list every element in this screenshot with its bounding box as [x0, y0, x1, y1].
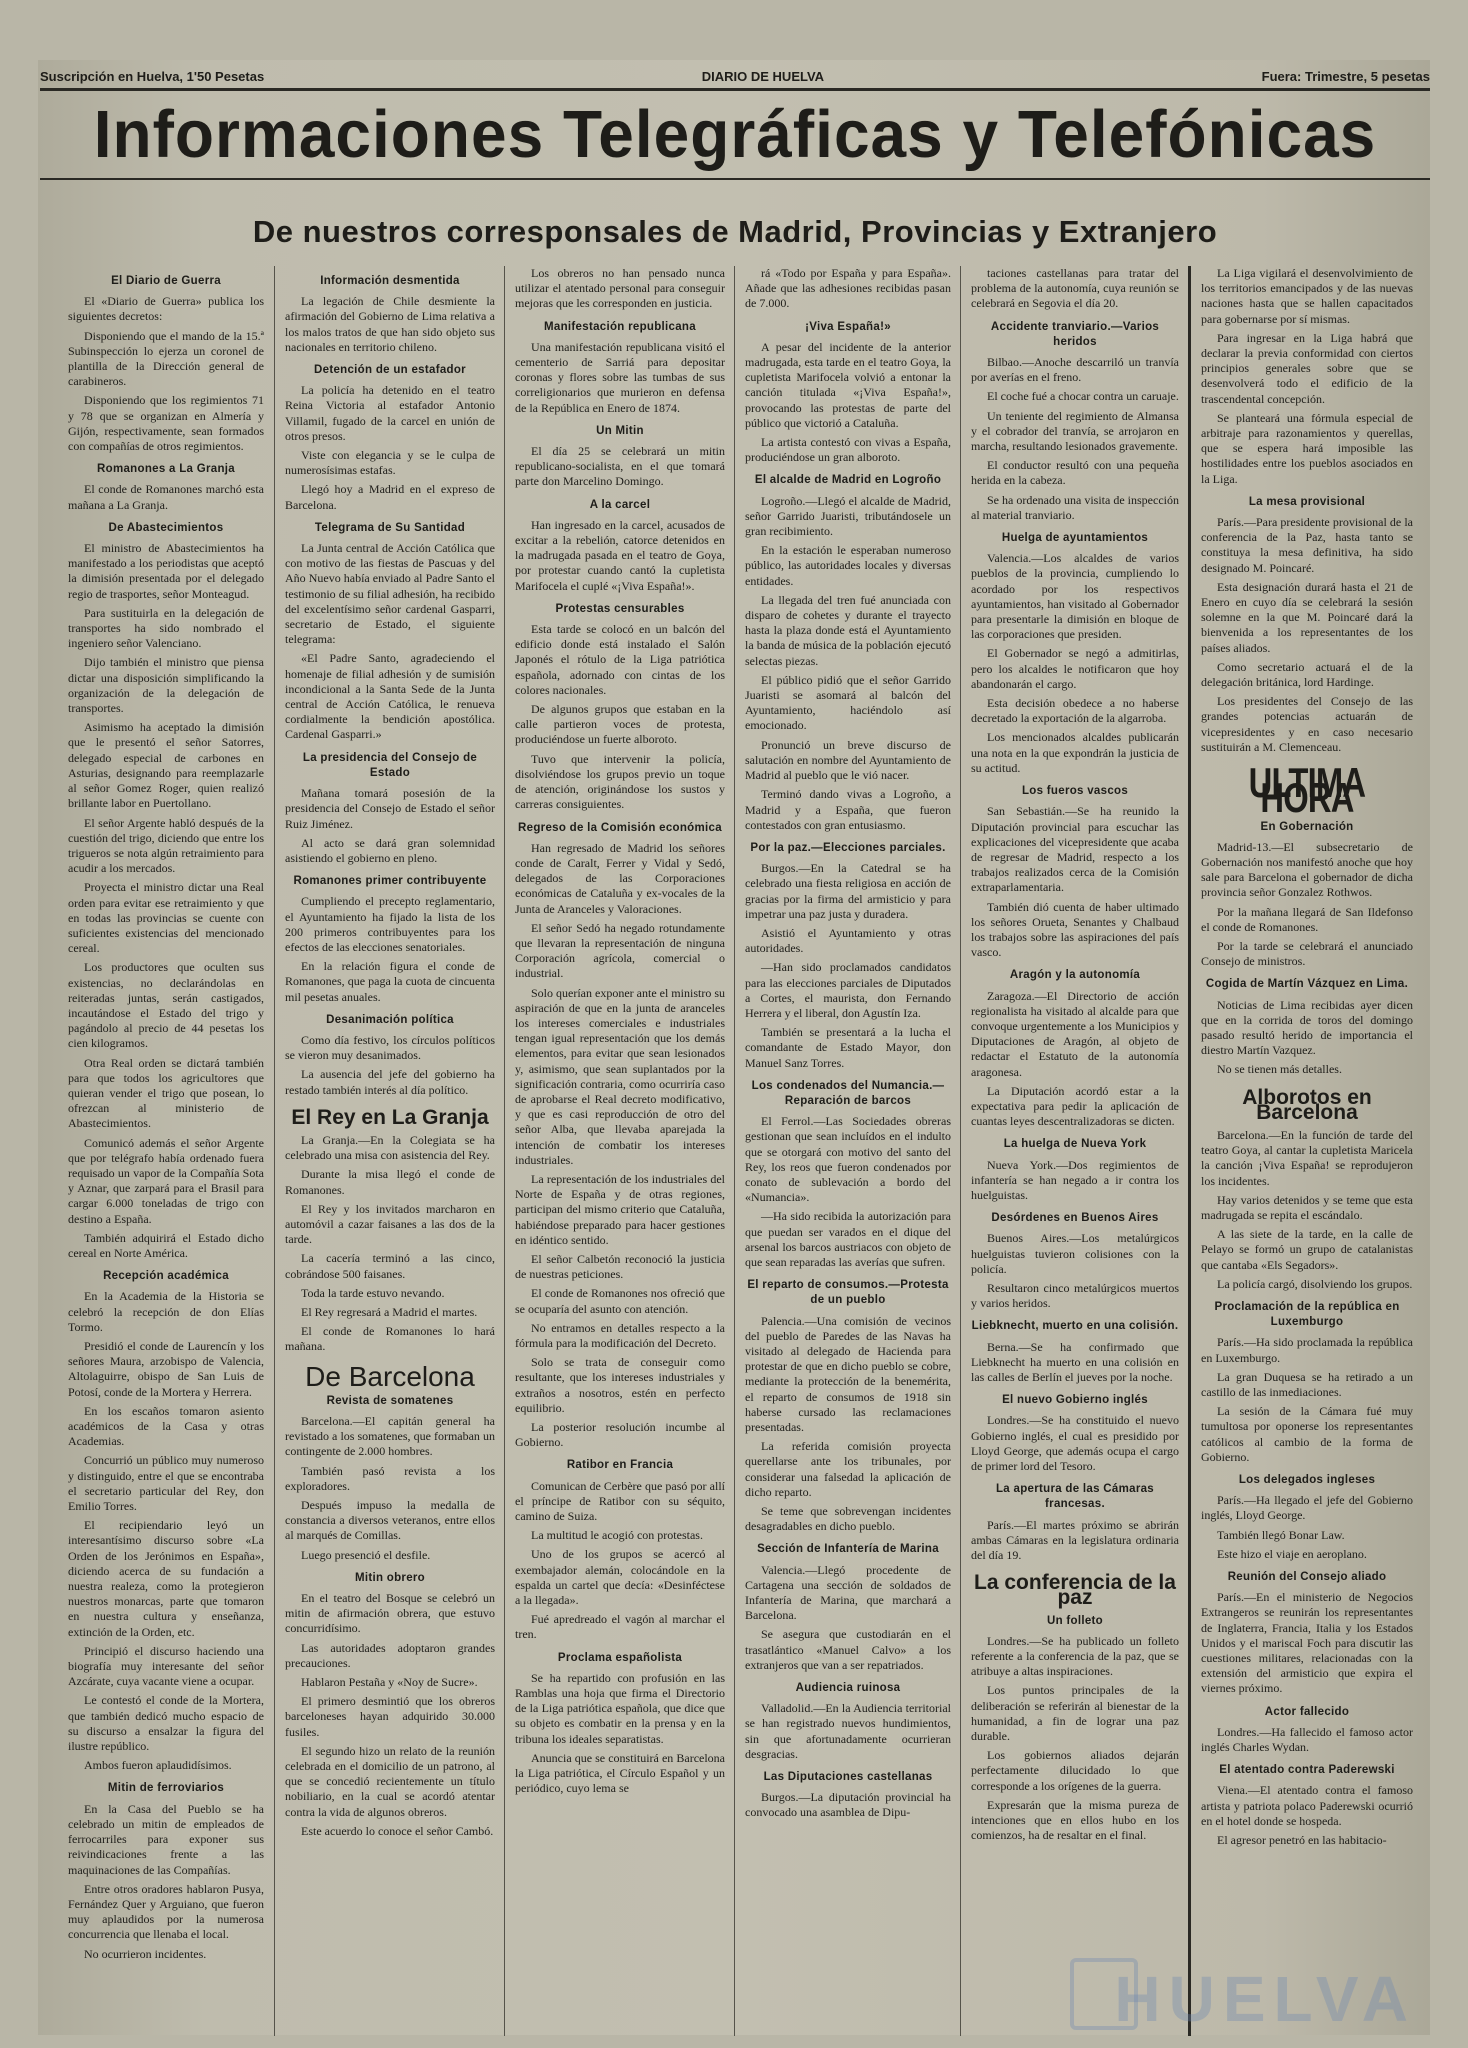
article-paragraph: La llegada del tren fué anunciada con disparo de cohetes y durante el trayecto hasta la plaza donde está el Ayuntamiento la banda de música de la población ejecutó selectas piezas. [745, 592, 951, 668]
article-paragraph: En la Academia de la Historia se celebró la recepción de don Elías Tormo. [68, 1289, 264, 1334]
section-heading: Alborotos en Barcelona [1242, 1085, 1372, 1124]
article-headline: Detención de un estafador [314, 364, 466, 377]
article-paragraph: En el teatro del Bosque se celebró un mitin de afirmación obrera, que estuvo concurridísimo. [285, 1591, 495, 1636]
article-paragraph: Comunicó además el señor Argente que por telégrafo había ordenado fuera requisado un vapor de la Compañía Sota y Aznar, que zarpará para el Brasil para cargar 6.000 toneladas de trigo con destino a España. [68, 1135, 264, 1226]
article-headline: Cogida de Martín Vázquez en Lima. [1205, 978, 1409, 991]
article-paragraph: El agresor penetró en las habitacio- [1217, 1833, 1387, 1848]
article-headline: Recepción académica [103, 1270, 229, 1283]
article-paragraph: Anuncia que se constituirá en Barcelona la Liga patriótica, el Círculo Español y un periódico, cuyo lema se [515, 1750, 725, 1796]
column-6 [1188, 266, 1423, 2036]
section-heading: La conferencia de la paz [974, 1571, 1176, 1610]
article-headline: Los delegados ingleses [1238, 1474, 1376, 1487]
article-paragraph: Viena.—El atentado contra el famoso artista y patriota polaco Paderewski ocurrió en el hotel donde se hospeda. [1201, 1783, 1413, 1828]
article-paragraph: La Liga vigilará el desenvolvimiento de los territorios emancipados y de las nuevas naciones hasta que se hallen capacitados para gobernarse por sí mismas. [1201, 266, 1413, 326]
column-1 [58, 266, 274, 2036]
article-headline: Ratibor en Francia [566, 1459, 674, 1472]
article-paragraph: Valencia.—Los alcaldes de varios pueblos de la provincia, cumpliendo lo acordado por los respectivos ayuntamientos, han visitado al Gobernador para presentarle la dimisión en bloque de las corporaciones que presiden. [971, 551, 1179, 642]
article-headline: Proclamación de la república en Luxemburgo [1214, 1300, 1400, 1329]
article-paragraph: Como secretario actuará el de la delegación británica, lord Hardinge. [1201, 659, 1413, 690]
subscription-local: Suscripción en Huelva, 1'50 Pesetas [40, 68, 265, 84]
article-paragraph: Se ha repartido con profusión en las Ramblas una hoja que firma el Directorio de la Liga patriótica española, que dice que su objeto es combatir en la prensa y en la tribuna los ideales separatistas. [515, 1670, 725, 1746]
section-subbanner: De nuestros corresponsales de Madrid, Provincias y Extranjero [252, 214, 1218, 249]
article-paragraph: El público pidió que el señor Garrido Juaristi se asomará al balcón del Ayuntamiento, haciéndolo así emocionado. [745, 672, 951, 733]
article-paragraph: Para sustituirla en la delegación de transportes ha sido nombrado el ingeniero señor Valenciano. [68, 605, 264, 651]
article-paragraph: También se presentará a la lucha el comandante de Estado Mayor, don Manuel Sanz Torres. [745, 1025, 951, 1070]
article-headline: Regreso de la Comisión económica [518, 821, 722, 834]
article-headline: La apertura de las Cámaras francesas. [995, 1483, 1154, 1511]
article-headline: Los condenados del Numancia.—Reparación de barcos [751, 1079, 945, 1107]
article-paragraph: Bilbao.—Anoche descarriló un tranvía por averías en el freno. [971, 355, 1179, 385]
article-paragraph: El recipiendario leyó un interesantísimo discurso sobre «La Orden de los Jerónimos en España», diciendo acerca de su fundación a nuestra realeza, como la protegieron nuestros monarcas, parte que tomaron en nuestra cultura y enseñanza, extinción de la Orden, etc. [68, 1518, 264, 1639]
article-headline: Mitin de ferroviarios [107, 1782, 225, 1795]
section-heading: El Rey en La Granja [291, 1105, 489, 1129]
article-paragraph: También llegó Bonar Law. [1217, 1527, 1345, 1542]
article-paragraph: Barcelona.—El capitán general ha revistado a los somatenes, que formaban un contingente de 2.000 hombres. [285, 1414, 495, 1459]
article-paragraph: Noticias de Lima recibidas ayer dicen que en la corrida de toros del domingo pasado resultó herido de importancia el diestro Martín Vazquez. [1201, 997, 1413, 1058]
article-paragraph: La cacería terminó a las cinco, cobrándose 500 faisanes. [285, 1251, 495, 1281]
article-headline: Manifestación republicana [544, 320, 696, 333]
article-headline: ¡Viva España!» [805, 320, 891, 333]
article-paragraph: Solo se trata de conseguir como resultante, que los intereses industriales y extraños a nosotros, estén en perfecto equilibrio. [515, 1355, 725, 1415]
article-paragraph: Se teme que sobrevengan incidentes desagradables en dicho pueblo. [745, 1504, 951, 1534]
article-paragraph: Esta decisión obedece a no haberse decretado la exportación de la algarroba. [971, 696, 1179, 726]
article-paragraph: Zaragoza.—El Directorio de acción regionalista ha visitado al alcalde para que convoque urgentemente a los Municipios y Diputaciones de Aragón, al objeto de redactar el Estatuto de la autonomía aragonesa. [971, 988, 1179, 1079]
article-paragraph: La Diputación acordó estar a la expectativa para pedir la aplicación de cuantas leyes descentralizadoras se dicten. [971, 1083, 1179, 1129]
article-headline: Protestas censurables [555, 602, 685, 615]
article-paragraph: Mañana tomará posesión de la presidencia del Consejo de Estado el señor Ruiz Jiménez. [285, 786, 495, 831]
article-paragraph: Se asegura que custodiarán en el trasatlántico «Manuel Calvo» a los extranjeros que van a ser repatriados. [745, 1627, 951, 1672]
article-paragraph: Logroño.—Llegó el alcalde de Madrid, señor Garrido Juaristi, tributándosele un gran recibimiento. [745, 493, 951, 539]
article-paragraph: En la estación le esperaban numeroso público, las autoridades locales y diversas entidades. [745, 543, 951, 588]
article-paragraph: El primero desmintió que los obreros barceloneses hayan adquirido 30.000 fusiles. [285, 1694, 495, 1739]
article-paragraph: La referida comisión proyecta querellarse ante los tribunales, por considerar una falsedad la aplicación de dicho reparto. [745, 1439, 951, 1499]
article-headline: La presidencia del Consejo de Estado [302, 751, 478, 779]
article-paragraph: La legación de Chile desmiente la afirmación del Gobierno de Lima relativa a los malos tratos de que han sido objeto sus nacionales en territorio chileno. [285, 294, 495, 354]
article-headline: Audiencia ruinosa [795, 1682, 901, 1695]
article-headline: Un Mitin [596, 424, 644, 437]
article-paragraph: Han regresado de Madrid los señores conde de Caralt, Ferrer y Vidal y Sedó, delegados de las Corporaciones económicas de Cataluña y ex-vocales de la Junta de Aranceles y Valoraciones. [515, 840, 725, 916]
article-paragraph: París.—En el ministerio de Negocios Extrangeros se reunirán los representantes de Inglaterra, Francia, Italia y los Estados Unidos y el mariscal Foch para discutir las cuestiones militares, relacionadas con la extensión del armisticio que expira el viernes próximo. [1201, 1590, 1413, 1696]
article-paragraph: Valladolid.—En la Audiencia territorial se han registrado nuevos hundimientos, sin que afortunadamente ocurrieran desgracias. [745, 1701, 951, 1761]
article-paragraph: Este hizo el viaje en aeroplano. [1217, 1546, 1367, 1561]
article-paragraph: Este acuerdo lo conoce el señor Cambó. [301, 1823, 494, 1838]
article-paragraph: París.—Ha llegado el jefe del Gobierno inglés, Lloyd George. [1201, 1493, 1413, 1523]
article-headline: El alcalde de Madrid en Logroño [754, 474, 942, 487]
article-paragraph: Viste con elegancia y se le culpa de numerosísimas estafas. [285, 448, 495, 478]
article-paragraph: Terminó dando vivas a Logroño, a Madrid y a España, que fueron contestados con gran entusiasmo. [745, 787, 951, 832]
newspaper-name: DIARIO DE HUELVA [701, 68, 825, 84]
article-paragraph: También dió cuenta de haber ultimado los señores Orueta, Senantes y Chalbaud los trabajos sobre las aspiraciones del país vasco. [971, 899, 1179, 960]
article-paragraph: Nueva York.—Dos regimientos de infantería se han negado a ir contra los huelguistas. [971, 1157, 1179, 1202]
section-banner: Informaciones Telegráficas y Telefónicas [93, 96, 1377, 172]
article-headline: El reparto de consumos.—Protesta de un pueblo [747, 1279, 949, 1307]
article-paragraph: El conde de Romanones lo hará mañana. [285, 1324, 495, 1354]
article-paragraph: La gran Duquesa se ha retirado a un castillo de las inmediaciones. [1201, 1369, 1413, 1399]
article-headline: Actor fallecido [1264, 1705, 1350, 1718]
article-paragraph: Pronunció un breve discurso de salutación en nombre del Ayuntamiento de Madrid al pueblo que le vió nacer. [745, 737, 951, 783]
article-paragraph: El ministro de Abastecimientos ha manifestado a los periodistas que aceptó la dimisión presentada por el delegado regio de trasportes, señor Monteagud. [68, 541, 264, 601]
article-paragraph: También pasó revista a los exploradores. [285, 1463, 495, 1493]
article-paragraph: Los presidentes del Consejo de las grandes potencias actuarán de vicepresidentes y en caso necesario sustituirán a M. Clemenceau. [1201, 694, 1413, 754]
article-paragraph: El coche fué a chocar contra un caruaje. [987, 389, 1179, 404]
article-paragraph: La artista contestó con vivas a España, produciéndose un gran alboroto. [745, 435, 951, 465]
article-paragraph: Tuvo que intervenir la policía, disolviéndose los grupos previo un toque de atención, originándose los sustos y carreras consiguientes. [515, 751, 725, 812]
article-headline: En Gobernación [1260, 820, 1354, 833]
article-paragraph: Para ingresar en la Liga habrá que declarar la previa conformidad con ciertos principios generales sobre que se desenvolverá todo el edificio de la trascendental concepción. [1201, 330, 1413, 406]
article-paragraph: Principió el discurso haciendo una biografía muy interesante del señor Azcárate, cuya vacante viene a ocupar. [68, 1643, 264, 1689]
article-paragraph: La ausencia del jefe del gobierno ha restado también interés al día político. [285, 1067, 495, 1097]
article-paragraph: La multitud le acogió con protestas. [531, 1528, 703, 1543]
article-paragraph: Dijo también el ministro que piensa dictar una disposición simplificando la organización de la delegación de transportes. [68, 655, 264, 716]
section-heading: De Barcelona [305, 1360, 475, 1392]
article-paragraph: Madrid-13.—El subsecretario de Gobernación nos manifestó anoche que hoy sale para Barcelona el gobernador de dicha provincia señor Gonzalez Rothwos. [1201, 839, 1413, 900]
article-paragraph: La Granja.—En la Colegiata se ha celebrado una misa con asistencia del Rey. [285, 1132, 495, 1163]
article-paragraph: Ambos fueron aplaudidísimos. [84, 1758, 232, 1773]
article-paragraph: Concurrió un público muy numeroso y distinguido, entre el que se encontraba el secretario particular del Rey, don Emilio Torres. [68, 1453, 264, 1514]
article-headline: Desórdenes en Buenos Aires [991, 1212, 1159, 1225]
article-headline: Reunión del Consejo aliado [1227, 1571, 1387, 1584]
article-paragraph: Los puntos principales de la deliberación se referirán al bienestar de la humanidad, a fin de lograr una paz durable. [971, 1683, 1179, 1744]
article-paragraph: El Rey regresará a Madrid el martes. [301, 1304, 478, 1319]
article-paragraph: San Sebastián.—Se ha reunido la Diputación provincial para escuchar las explicaciones del vicepresidente que acaba de regresar de Madrid, respecto a los trabajos realizados cerca de la Comisión extraparlamentaria. [971, 804, 1179, 895]
article-headline: Las Diputaciones castellanas [763, 1771, 933, 1784]
article-headline: El atentado contra Paderewski [1219, 1764, 1395, 1777]
article-headline: Aragón y la autonomía [1009, 969, 1141, 982]
article-headline: La huelga de Nueva York [1003, 1138, 1147, 1151]
subscription-outside: Fuera: Trimestre, 5 pesetas [1261, 68, 1430, 84]
article-headline: Romanones a La Granja [97, 463, 235, 476]
article-paragraph: El Gobernador se negó a admitirlas, pero los alcaldes le notificaron que hoy abandonarán el cargo. [971, 646, 1179, 691]
article-paragraph: —Ha sido recibida la autorización para que puedan ser varados en el dique del arsenal los barcos austriacos con objeto de que sean reparadas las averías que sufren. [745, 1209, 951, 1269]
article-headline: Huelga de ayuntamientos [1001, 532, 1149, 545]
article-paragraph: Londres.—Se ha constituido el nuevo Gobierno inglés, el cual es presidido por Lloyd George, que además ocupa el cargo de primer lord del Tesoro. [971, 1413, 1179, 1474]
article-paragraph: Se planteará una fórmula especial de arbitraje para razonamientos y querellas, que se espera hará imposible las hostilidades entre los pueblos asociados en la Liga. [1201, 410, 1413, 486]
article-paragraph: Entre otros oradores hablaron Pusya, Fernández Quer y Arguiano, que fueron muy aplaudidos por la numerosa concurrencia que llenaba el local. [68, 1881, 264, 1942]
column-2 [274, 266, 505, 2036]
article-paragraph: Después impuso la medalla de constancia a diversos veteranos, entre ellos al marqués de Comillas. [285, 1498, 495, 1543]
article-headline: Revista de somatenes [326, 1394, 454, 1407]
article-paragraph: El Ferrol.—Las Sociedades obreras gestionan que sean incluídos en el indulto que se otorgará con motivo del santo del Rey, los reos que fueron condenados por conato de sublevación a bordo del «Numancia». [745, 1114, 951, 1205]
article-paragraph: Proyecta el ministro dictar una Real orden para evitar ese retraimiento y que en todas las provincias se cuente con suficientes existencias del mencionado cereal. [68, 880, 264, 956]
article-paragraph: Burgos.—En la Catedral se ha celebrado una fiesta religiosa en acción de gracias por la firma del armisticio y para impetrar una paz justa y duradera. [745, 861, 951, 921]
article-headline: Accidente tranviario.—Varios heridos [990, 320, 1160, 348]
article-paragraph: Le contestó el conde de la Mortera, que también dedicó mucho espacio de su discurso a ensalzar la figura del ilustre repúblico. [68, 1693, 264, 1754]
article-paragraph: Las autoridades adoptaron grandes precauciones. [285, 1640, 495, 1670]
article-paragraph: Esta tarde se colocó en un balcón del edificio donde está instalado el Salón Japonés el rótulo de la Liga patriótica española, adornado con cintas de los colores nacionales. [515, 622, 725, 697]
article-paragraph: París.—Ha sido proclamada la república en Luxemburgo. [1201, 1335, 1413, 1365]
article-paragraph: Durante la misa llegó el conde de Romanones. [285, 1167, 495, 1197]
article-paragraph: París.—Para presidente provisional de la conferencia de la Paz, hasta tanto se constituya la mesa definitiva, ha sido designado M. Poincaré. [1201, 515, 1413, 575]
article-paragraph: La policía ha detenido en el teatro Reina Victoria al estafador Antonio Villamil, fugado de la carcel en unión de otros presos. [285, 383, 495, 443]
article-paragraph: Resultaron cinco metalúrgicos muertos y varios heridos. [971, 1280, 1179, 1311]
article-paragraph: Hablaron Pestaña y «Noy de Sucre». [301, 1675, 478, 1690]
article-paragraph: Una manifestación republicana visitó el cementerio de Sarriá para depositar coronas y flores sobre las tumbas de sus correligionarios que murieron en defensa de la República en Enero de 1874. [515, 339, 725, 415]
article-headline: Un folleto [1046, 1614, 1104, 1627]
article-paragraph: No se tienen más detalles. [1217, 1062, 1342, 1077]
article-paragraph: Valencia.—Llegó procedente de Cartagena una sección de soldados de Infantería de Marina, que marchará a Barcelona. [745, 1562, 951, 1623]
article-headline: Liebknecht, muerto en una colisión. [971, 1320, 1179, 1333]
article-paragraph: Cumpliendo el precepto reglamentario, el Ayuntamiento ha fijado la lista de los 200 primeros contribuyentes para los efectos de las elecciones senatoriales. [285, 894, 495, 954]
article-paragraph: Presidió el conde de Laurencín y los señores Maura, arzobispo de Valencia, Altolaguirre, obispo de San Luis de Potosí, conde de la Mortera y Herrera. [68, 1339, 264, 1399]
article-paragraph: Londres.—Ha fallecido el famoso actor inglés Charles Wydan. [1201, 1724, 1413, 1755]
article-paragraph: A las siete de la tarde, en la calle de Pelayo se formó un grupo de catalanistas que cantaba «Els Segadors». [1201, 1227, 1413, 1272]
banner-rule [40, 178, 1430, 180]
article-paragraph: taciones castellanas para tratar del problema de la autonomía, cuya reunión se celebrará en Segovia el día 20. [971, 266, 1179, 311]
article-paragraph: Asistió el Ayuntamiento y otras autoridades. [745, 925, 951, 956]
article-paragraph: El día 25 se celebrará un mitin republicano-socialista, en el que tomará parte don Marcelino Domingo. [515, 444, 725, 489]
article-headline: Por la paz.—Elecciones parciales. [750, 841, 946, 854]
article-paragraph: Fué apredreado el vagón al marchar el tren. [515, 1612, 725, 1642]
article-paragraph: Los mencionados alcaldes publicarán una nota en la que expondrán la justicia de su actitud. [971, 730, 1179, 775]
article-paragraph: La representación de los industriales del Norte de España y de otras regiones, participan del mismo criterio que Cataluña, habiéndose preparado para hacer gestiones en idéntico sentido. [515, 1171, 725, 1247]
archive-stamp: HUELVA [1114, 1963, 1416, 2035]
column-3 [504, 266, 735, 2036]
article-paragraph: Llegó hoy a Madrid en el expreso de Barcelona. [285, 482, 495, 512]
article-headline: A la carcel [589, 498, 651, 511]
article-paragraph: Por la mañana llegará de San Ildefonso el conde de Romanones. [1201, 904, 1413, 934]
article-paragraph: De algunos grupos que estaban en la calle partieron voces de protesta, produciéndose un fuerte alboroto. [515, 702, 725, 747]
article-paragraph: Esta designación durará hasta el 21 de Enero en cuyo día se celebrará la sesión solemne en la que M. Poincaré dará la bienvenida a los representantes de los países aliados. [1201, 579, 1413, 655]
article-paragraph: No entramos en detalles respecto a la fórmula para la modificación del Decreto. [515, 1320, 725, 1350]
article-paragraph: La policía cargó, disolviendo los grupos. [1217, 1276, 1413, 1291]
article-paragraph: El conductor resultó con una pequeña herida en la cabeza. [971, 458, 1179, 488]
article-paragraph: La sesión de la Cámara fué muy tumultosa por oponerse los representantes católicos al cambio de la forma de Gobierno. [1201, 1404, 1413, 1464]
article-paragraph: Por la tarde se celebrará el anunciado Consejo de ministros. [1201, 938, 1413, 969]
article-paragraph: La Junta central de Acción Católica que con motivo de las fiestas de Pascuas y del Año Nuevo había enviado al Padre Santo el testimonio de su filial adhesión, ha recibido del excelentísimo señor cardenal Gasparri, secretario de Estado, el siguiente telegrama: [285, 541, 495, 647]
article-paragraph: El segundo hizo un relato de la reunión celebrada en el domicilio de un patrono, al que se concedió recientemente un título nobiliario, en la cual se acordó atentar contra la vida de algunos obreros. [285, 1743, 495, 1819]
article-paragraph: El conde de Romanones marchó esta mañana a La Granja. [68, 482, 264, 512]
article-paragraph: Solo querían exponer ante el ministro su aspiración de que en la junta de aranceles los intereses comerciales e industriales tengan igual representación que los demás elementos, para evitar que sean lesionados y, asimismo, que sean suplantados por la significación contraria, como ocurriría caso de aprobarse el Real decreto modificativo, y que es casi reproducción de otro del señor Alba, que llevaba aparejada la intención de combatir los intereses industriales. [515, 985, 725, 1167]
article-paragraph: El Rey y los invitados marcharon en automóvil a cazar faisanes a las dos de la tarde. [285, 1201, 495, 1247]
article-paragraph: Uno de los grupos se acercó al exembajador alemán, colocándole en la espalda un cartel que decía: «Desinféctese a la llegada». [515, 1547, 725, 1608]
article-headline: Romanones primer contribuyente [293, 875, 487, 888]
article-paragraph: Disponiendo que los regimientos 71 y 78 que se organizan en Almería y Gijón, respectivamente, sean formados con compañías de otros regimientos. [68, 393, 264, 454]
article-paragraph: A pesar del incidente de la anterior madrugada, esta tarde en el teatro Goya, la cupletista Marifocela volvió a entonar la canción titulada «¡Viva España!», provocando las protestas de parte del público que victorió a Cataluña. [745, 339, 951, 430]
article-headline: Proclama españolista [557, 1651, 683, 1664]
article-paragraph: Hay varios detenidos y se teme que esta madrugada se repita el escándalo. [1201, 1192, 1413, 1222]
article-paragraph: Otra Real orden se dictará también para que todos los agricultores que quieran vender el trigo que posean, lo ofrezcan al ministerio de Abastecimientos. [68, 1055, 264, 1131]
article-paragraph: Al acto se dará gran solemnidad asistiendo el gobierno en pleno. [285, 835, 495, 865]
article-paragraph: Burgos.—La diputación provincial ha convocado una asamblea de Dipu- [745, 1790, 951, 1820]
article-paragraph: El conde de Romanones nos ofreció que se ocuparía del asunto con atención. [515, 1286, 725, 1316]
masthead-rule [40, 88, 1430, 91]
article-paragraph: El señor Argente habló después de la cuestión del trigo, diciendo que entre los trigueros se nota algún retraimiento para acudir a los mercados. [68, 815, 264, 876]
article-paragraph: Los productores que oculten sus existencias, no declarándolas en reiteradas juntas, serán castigados, incautándose el Estado del trigo y pagándolo al precio de 44 pesetas los cien kilogramos. [68, 960, 264, 1051]
article-paragraph: Comunican de Cerbère que pasó por allí el príncipe de Ratibor con su séquito, camino de Suiza. [515, 1478, 725, 1524]
article-headline: Información desmentida [320, 275, 460, 287]
article-headline: El Diario de Guerra [111, 275, 221, 287]
article-headline: Desanimación política [326, 1013, 454, 1026]
article-headline: Sección de Infantería de Marina [757, 1543, 939, 1556]
article-paragraph: Asimismo ha aceptado la dimisión que le presentó el señor Satorres, delegado especial de carbones en Asturias, designando para reemplazarle al señor Gomez Roger, quien realizó brillante labor en Puertollano. [68, 720, 264, 811]
article-paragraph: —Han sido proclamados candidatos para las elecciones parciales de Diputados a Cortes, el maurista, don Fernando Herrera y el liberal, don Agustín Iza. [745, 960, 951, 1020]
article-paragraph: Han ingresado en la carcel, acusados de excitar a la rebelión, catorce detenidos en la madrugada pasada en el teatro de Goya, por protestar cuando cantó la cupletista Marifocela el cuplé «¡Viva España!». [515, 517, 725, 593]
article-headline: El nuevo Gobierno inglés [1002, 1394, 1148, 1407]
article-paragraph: París.—El martes próximo se abrirán ambas Cámaras en la legislatura ordinaria del día 19. [971, 1517, 1179, 1563]
article-paragraph: Luego presenció el desfile. [301, 1547, 431, 1562]
article-paragraph: Toda la tarde estuvo nevando. [301, 1285, 445, 1300]
article-paragraph: Los obreros no han pensado nunca utilizar el atentado personal para conseguir mejoras que les corresponden en justicia. [515, 266, 725, 311]
article-paragraph: El señor Sedó ha negado rotundamente que llevaran la representación de ninguna Corporación agrícola, comercial o industrial. [515, 920, 725, 981]
article-paragraph: También adquirirá el Estado dicho cereal en Norte América. [68, 1230, 264, 1260]
article-paragraph: Como día festivo, los círculos políticos se vieron muy desanimados. [285, 1032, 495, 1063]
article-paragraph: El señor Calbetón reconoció la justicia de nuestras peticiones. [515, 1251, 725, 1282]
article-paragraph: En los escaños tomaron asiento académicos de la Casa y otras Academias. [68, 1403, 264, 1449]
article-paragraph: Berna.—Se ha confirmado que Liebknecht ha muerto en una colisión en las calles de Berlín el jueves por la noche. [971, 1339, 1179, 1384]
article-headline: Telegrama de Su Santidad [314, 521, 466, 534]
article-paragraph: Expresarán que la misma pureza de intenciones que en ellos hubo en los comienzos, ha de resaltar en el final. [971, 1797, 1179, 1843]
article-paragraph: Disponiendo que el mando de la 15.ª Subinspección lo ejerza un coronel de plantilla de la Dirección general de carabineros. [68, 328, 264, 389]
article-paragraph: Un teniente del regimiento de Almansa y el cobrador del tranvía, se arrojaron en marcha, resultando lesionados gravemente. [971, 408, 1179, 454]
article-headline: La mesa provisional [1248, 495, 1366, 508]
article-paragraph: Los gobiernos aliados dejarán perfectamente dilucidado lo que corresponde a los orígenes de la guerra. [971, 1748, 1179, 1793]
masthead-bar [40, 66, 1430, 86]
article-paragraph: En la relación figura el conde de Romanones, que paga la cuota de cincuenta mil pesetas anuales. [285, 959, 495, 1004]
article-paragraph: «El Padre Santo, agradeciendo el homenaje de filial adhesión y de sumisión incondicional a la Santa Sede de la Junta central de Acción Católica, le renueva cordialmente la bendición apostólica. Cardenal Gasparri.» [285, 651, 495, 742]
article-paragraph: No ocurrieron incidentes. [84, 1946, 207, 1961]
ultima-hora-heading: ULTIMA HORA [1248, 759, 1366, 822]
article-paragraph: Barcelona.—En la función de tarde del teatro Goya, al cantar la cupletista Maricela la canción ¡Viva España! se reprodujeron los incidentes. [1201, 1127, 1413, 1188]
article-paragraph: El «Diario de Guerra» publica los siguientes decretos: [68, 294, 264, 324]
article-headline: Mitin obrero [354, 1571, 426, 1584]
article-paragraph: La posterior resolución incumbe al Gobierno. [515, 1420, 725, 1450]
column-4 [734, 266, 961, 2036]
article-headline: De Abastecimientos [108, 521, 224, 534]
article-paragraph: En la Casa del Pueblo se ha celebrado un mitin de empleados de ferrocarriles para exponer sus reivindicaciones frente a las maquinaciones de las Compañías. [68, 1801, 264, 1877]
column-5 [960, 266, 1189, 2036]
article-headline: Los fueros vascos [1021, 785, 1129, 798]
article-paragraph: Se ha ordenado una visita de inspección al material tranviario. [971, 492, 1179, 522]
article-paragraph: Palencia.—Una comisión de vecinos del pueblo de Paredes de las Navas ha visitado al delegado de Hacienda para protestar de que en dicho pueblo se cobre, mediante la protección de la benemérita, el reparto de consumos de 1918 sin haberse cursado las reclamaciones presentadas. [745, 1313, 951, 1435]
article-paragraph: Londres.—Se ha publicado un folleto referente a la conferencia de la paz, que se atribuye a altas inspiraciones. [971, 1633, 1179, 1679]
article-paragraph: rá «Todo por España y para España». Añade que las adhesiones recibidas pasan de 7.000. [745, 266, 951, 311]
article-paragraph: Buenos Aires.—Los metalúrgicos huelguistas tuvieron colisiones con la policía. [971, 1231, 1179, 1276]
